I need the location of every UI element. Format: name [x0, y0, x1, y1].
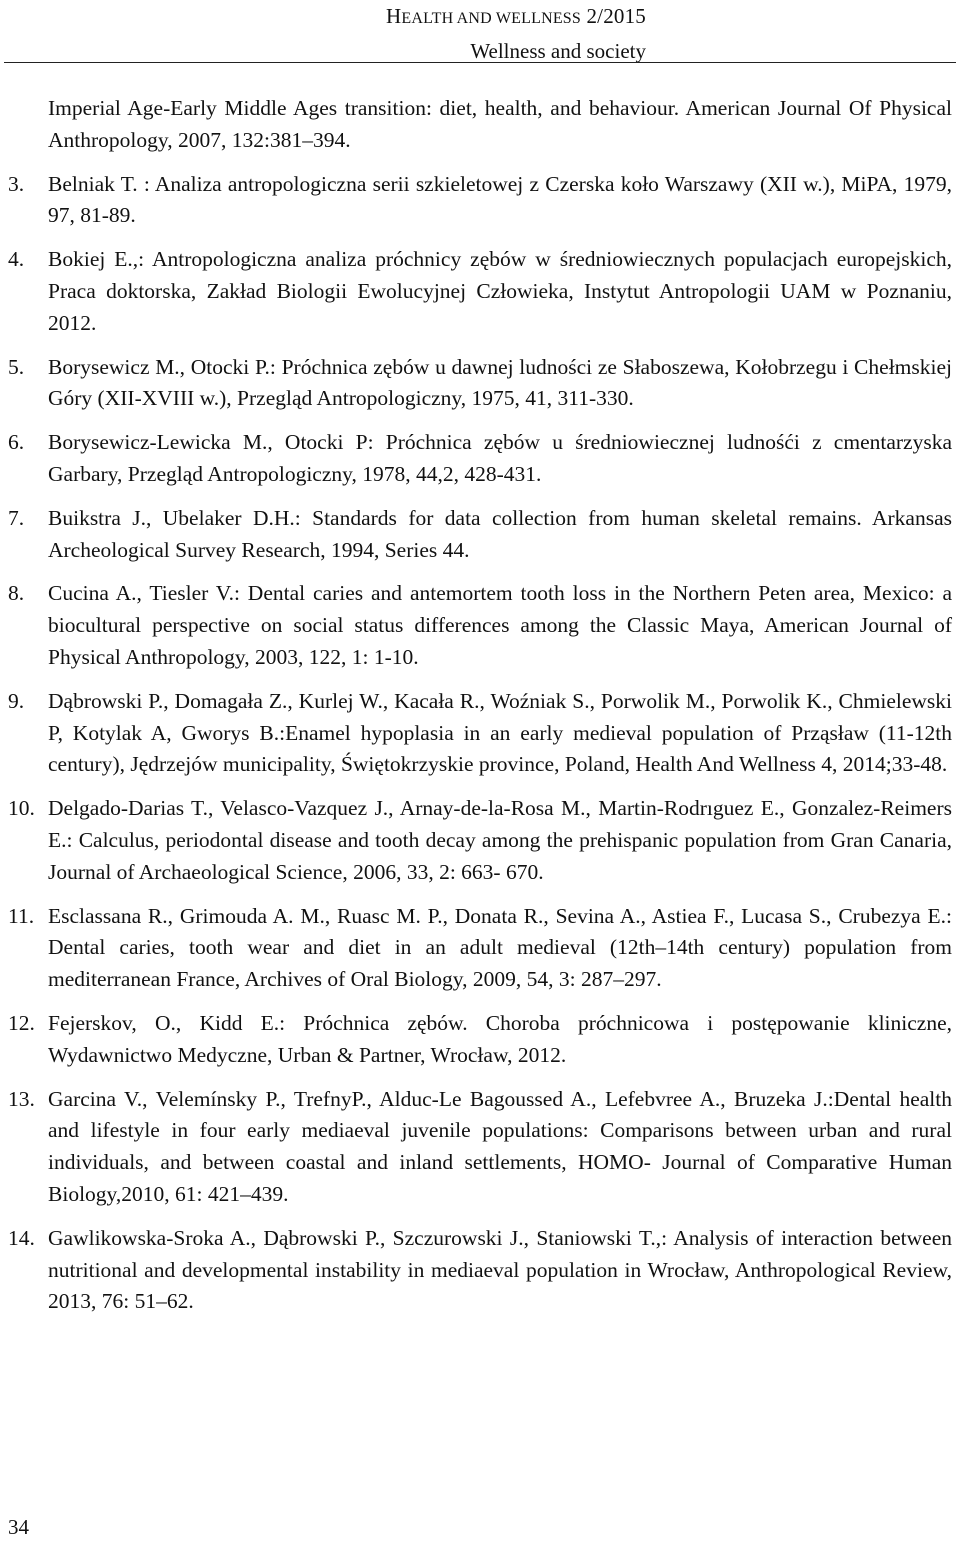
- reference-item: [8, 901, 952, 996]
- reference-text: Delgado-Darias T., Velasco-Vazquez J., Arnay-de-la-Rosa M., Martin-Rodrıguez E., Gonzalez-Reimers E.: Calculus, periodontal disease and tooth decay among the prehispanic population from Gran Canaria, Journal of Archaeological Science, 2006, 33, 2: 663- 670.: [48, 796, 952, 884]
- reference-number: 14.: [8, 1225, 35, 1250]
- reference-number: 10.: [8, 796, 35, 821]
- reference-number: 6.: [8, 430, 25, 455]
- reference-text: Fejerskov, O., Kidd E.: Próchnica zębów. Choroba próchnicowa i postępowanie kliniczne, Wydawnictwo Medyczne, Urban & Partner, Wrocław, 2012.: [48, 1010, 952, 1067]
- reference-number: 8.: [8, 581, 25, 606]
- reference-text: Dąbrowski P., Domagała Z., Kurlej W., Kacała R., Woźniak S., Porwolik M., Porwolik K., Chmielewski P, Kotylak A, Gworys B.:Enamel hypoplasia in an early medieval population of Prząsław (11-12th century), Jędrzejów municipality, Świętokrzyskie province, Poland, Health And Wellness 4, 2014;33-48.: [48, 688, 952, 777]
- reference-text: Esclassana R., Grimouda A. M., Ruasc M. P., Donata R., Sevina A., Astiea F., Lucasa S., Crubezya E.: Dental caries, tooth wear and diet in an adult medieval (12th–14th century) population from mediterranean France, Archives of Oral Biology, 2009, 54, 3: 287–297.: [48, 903, 952, 992]
- reference-item: [8, 427, 952, 491]
- journal-title-initial: H: [386, 4, 402, 28]
- reference-number: 3.: [8, 171, 25, 196]
- reference-item: [8, 352, 952, 416]
- reference-item: [8, 1223, 952, 1318]
- reference-item: [8, 93, 952, 157]
- reference-number: 13.: [8, 1086, 35, 1111]
- reference-text: Buikstra J., Ubelaker D.H.: Standards for data collection from human skeletal remains. Arkansas Archeological Survey Research, 1994, Series 44.: [48, 505, 952, 562]
- reference-text: Borysewicz-Lewicka M., Otocki P: Próchnica zębów u średniowiecznej ludnośći z cmentarzyska Garbary, Przegląd Antropologiczny, 1978, 44,2, 428-431.: [48, 430, 952, 486]
- journal-issue: 2/2015: [586, 4, 646, 28]
- reference-item: [8, 578, 952, 673]
- reference-text: Gawlikowska-Sroka A., Dąbrowski P., Szczurowski J., Staniowski T.,: Analysis of interaction between nutritional and developmental instability in mediaeval population in Wrocław, Anthropological Review, 2013, 76: 51–62.: [48, 1225, 952, 1314]
- reference-text: Bokiej E.,: Antropologiczna analiza próchnicy zębów w średniowiecznych populacjach europejskich, Praca doktorska, Zakład Biologii Ewolucyjnej Człowieka, Instytut Antropologii UAM w Poznaniu, 2012.: [48, 247, 952, 335]
- reference-item: [8, 503, 952, 567]
- running-header: [386, 0, 646, 67]
- reference-number: 5.: [8, 354, 25, 379]
- reference-number: 11.: [8, 903, 35, 928]
- reference-item: [8, 1008, 952, 1072]
- reference-item: [8, 793, 952, 888]
- reference-item: [8, 686, 952, 781]
- reference-number: 7.: [8, 505, 25, 530]
- journal-title: [386, 0, 646, 35]
- reference-text: Imperial Age-Early Middle Ages transition: diet, health, and behaviour. American Journal Of Physical Anthropology, 2007, 132:381–394.: [48, 96, 952, 152]
- header-rule: [4, 62, 956, 63]
- journal-title-smallcaps: EALTH AND WELLNESS: [401, 10, 581, 27]
- reference-item: [8, 169, 952, 233]
- section-title: Wellness and society: [470, 39, 646, 63]
- reference-number: 12.: [8, 1010, 35, 1035]
- reference-text: Garcina V., Velemínsky P., TrefnyP., Alduc-Le Bagoussed A., Lefebvree A., Bruzeka J.:Dental health and lifestyle in four early mediaeval juvenile populations: Comparisons between urban and rural individuals, and between coastal and inland settlements, HOMO- Journal of Comparative Human Biology,2010, 61: 421–439.: [48, 1086, 952, 1206]
- reference-item: [8, 244, 952, 339]
- reference-text: Cucina A., Tiesler V.: Dental caries and antemortem tooth loss in the Northern Peten area, Mexico: a biocultural perspective on social status differences among the Classic Maya, American Journal of Physical Anthropology, 2003, 122, 1: 1-10.: [48, 581, 952, 669]
- reference-text: Borysewicz M., Otocki P.: Próchnica zębów u dawnej ludności ze Słaboszewa, Kołobrzegu i Chełmskiej Góry (XII-XVIII w.), Przegląd Antropologiczny, 1975, 41, 311-330.: [48, 354, 952, 411]
- reference-item: [8, 1084, 952, 1211]
- reference-text: Belniak T. : Analiza antropologiczna serii szkieletowej z Czerska koło Warszawy (XII w.), MiPA, 1979, 97, 81-89.: [48, 171, 952, 228]
- reference-list: [8, 93, 952, 1330]
- page-number: 34: [8, 1515, 29, 1539]
- reference-number: 9.: [8, 688, 25, 713]
- reference-number: 4.: [8, 247, 25, 272]
